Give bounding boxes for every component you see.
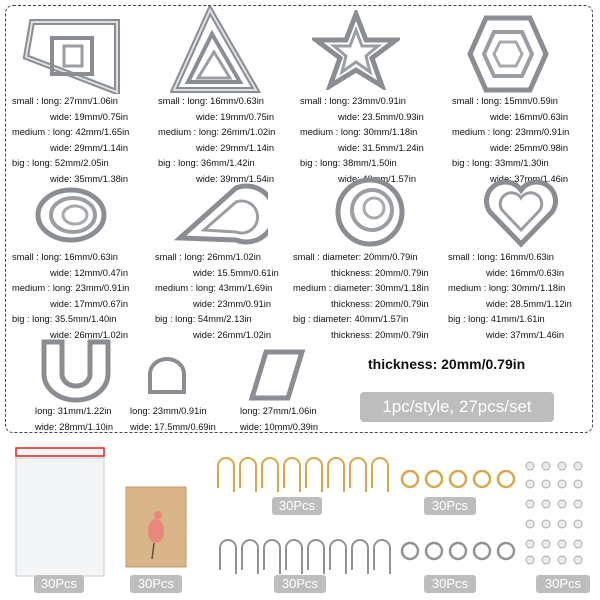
spec-line: medium : long: 30mm/1.18in: [448, 283, 566, 293]
spec-line: medium : long: 43mm/1.69in: [155, 283, 273, 293]
spec-line: big : long: 35.5mm/1.40in: [12, 314, 117, 324]
spec-line: medium : long: 26mm/1.02in: [158, 127, 276, 137]
spec-line: wide: 19mm/0.75in: [196, 111, 275, 122]
spec-line: big : long: 36mm/1.42in: [158, 158, 255, 168]
rectangle-specs: [240, 404, 318, 435]
silver-rings-count-badge: 30Pcs: [424, 575, 476, 593]
spec-line: wide: 31.5mm/1.24in: [338, 142, 424, 153]
spec-line: wide: 29mm/1.14in: [196, 142, 275, 153]
gold-ear-hooks-image: [210, 448, 410, 498]
spec-line: medium : long: 30mm/1.18in: [300, 127, 418, 137]
donut-specs: [293, 250, 429, 343]
silver-jump-rings-image: [398, 538, 522, 564]
spec-line: big : long: 38mm/1.50in: [300, 158, 397, 168]
spec-line: wide: 39mm/1.54in: [196, 173, 275, 184]
spec-line: medium : long: 42mm/1.65in: [12, 127, 130, 137]
spec-line: small : long: 16mm/0.63in: [158, 96, 264, 106]
diamond-cutter-image: [22, 12, 122, 94]
spec-line: big : long: 54mm/2.13in: [155, 314, 252, 324]
spec-line: wide: 15.5mm/0.61in: [193, 267, 279, 278]
earring-card-image: [124, 485, 188, 569]
spec-line: wide: 37mm/1.46in: [486, 329, 565, 340]
spec-line: wide: 16mm/0.63in: [490, 111, 569, 122]
bag-count-badge: 30Pcs: [34, 575, 84, 593]
spec-line: wide: 35mm/1.38in: [50, 173, 129, 184]
spec-line: medium : long: 23mm/0.91in: [452, 127, 570, 137]
star-specs: [300, 94, 424, 187]
spec-line: wide: 29mm/1.14in: [50, 142, 129, 153]
spec-line: small : long: 15mm/0.59in: [452, 96, 558, 106]
spec-line: long: 31mm/1.22in: [35, 406, 112, 416]
spec-line: wide: 23mm/0.91in: [193, 298, 272, 309]
spec-line: wide: 26mm/1.02in: [193, 329, 272, 340]
set-count-label: 1pc/style, 27pcs/set: [360, 392, 554, 422]
spec-line: big : long: 52mm/2.05in: [12, 158, 109, 168]
spec-line: wide: 17.5mm/0.69in: [130, 421, 216, 432]
spec-line: wide: 19mm/0.75in: [50, 111, 129, 122]
spec-line: thickness: 20mm/0.79in: [331, 298, 429, 309]
spec-line: wide: 17mm/0.67in: [50, 298, 129, 309]
star-cutter-image: [312, 10, 400, 90]
spec-line: wide: 23.5mm/0.93in: [338, 111, 424, 122]
triangle-cutter-image: [170, 6, 262, 96]
spec-line: wide: 12mm/0.47in: [50, 267, 129, 278]
spec-line: medium : diameter: 30mm/1.18in: [293, 283, 429, 293]
teardrop-specs: [155, 250, 279, 343]
teardrop-cutter-image: [174, 180, 268, 246]
spec-line: medium : long: 23mm/0.91in: [12, 283, 130, 293]
spec-line: small : long: 23mm/0.91in: [300, 96, 406, 106]
thickness-note: thickness: 20mm/0.79in: [368, 356, 526, 372]
donut-cutter-image: [332, 176, 408, 248]
spec-line: wide: 28mm/1.10in: [35, 421, 114, 432]
hexagon-cutter-image: [466, 14, 550, 94]
gold-jump-rings-image: [398, 466, 522, 492]
u-shape-specs: [35, 404, 113, 435]
spec-line: long: 27mm/1.06in: [240, 406, 317, 416]
spec-line: big : long: 33mm/1.30in: [452, 158, 549, 168]
spec-line: thickness: 20mm/0.79in: [331, 267, 429, 278]
spec-line: thickness: 20mm/0.79in: [331, 329, 429, 340]
card-count-badge: 30Pcs: [130, 575, 182, 593]
spec-line: wide: 28.5mm/1.12in: [486, 298, 572, 309]
spec-line: long: 23mm/0.91in: [130, 406, 207, 416]
spec-line: small : long: 16mm/0.63in: [448, 252, 554, 262]
gold-hooks-count-badge: 30Pcs: [272, 497, 322, 515]
stoppers-count-badge: 30Pcs: [536, 575, 590, 593]
silver-ear-hooks-image: [212, 530, 412, 580]
gold-rings-count-badge: 30Pcs: [424, 497, 476, 515]
spec-line: wide: 16mm/0.63in: [486, 267, 565, 278]
d-shape-specs: [130, 404, 216, 435]
spec-line: small : long: 27mm/1.06in: [12, 96, 118, 106]
zip-bag-image: [14, 446, 106, 578]
oval-specs: [12, 250, 129, 343]
ear-nut-stoppers-image: [520, 456, 592, 568]
oval-cutter-image: [34, 186, 108, 244]
heart-specs: [448, 250, 572, 343]
spec-line: small : long: 16mm/0.63in: [12, 252, 118, 262]
hexagon-specs: [452, 94, 569, 187]
u-shape-cutter-image: [36, 334, 116, 404]
heart-cutter-image: [482, 178, 560, 248]
spec-line: big : long: 41mm/1.61in: [448, 314, 545, 324]
spec-line: wide: 40mm/1.57in: [338, 173, 417, 184]
triangle-specs: [158, 94, 275, 187]
d-shape-cutter-image: [146, 356, 188, 396]
spec-line: big : diameter: 40mm/1.57in: [293, 314, 409, 324]
spec-line: small : long: 26mm/1.02in: [155, 252, 261, 262]
spec-line: wide: 26mm/1.02in: [50, 329, 129, 340]
spec-line: wide: 37mm/1.46in: [490, 173, 569, 184]
spec-line: wide: 10mm/0.39in: [240, 421, 319, 432]
spec-line: wide: 25mm/0.98in: [490, 142, 569, 153]
spec-line: small : diameter: 20mm/0.79in: [293, 252, 418, 262]
silver-hooks-count-badge: 30Pcs: [274, 575, 326, 593]
rectangle-cutter-image: [248, 348, 308, 402]
diamond-specs: [12, 94, 129, 187]
